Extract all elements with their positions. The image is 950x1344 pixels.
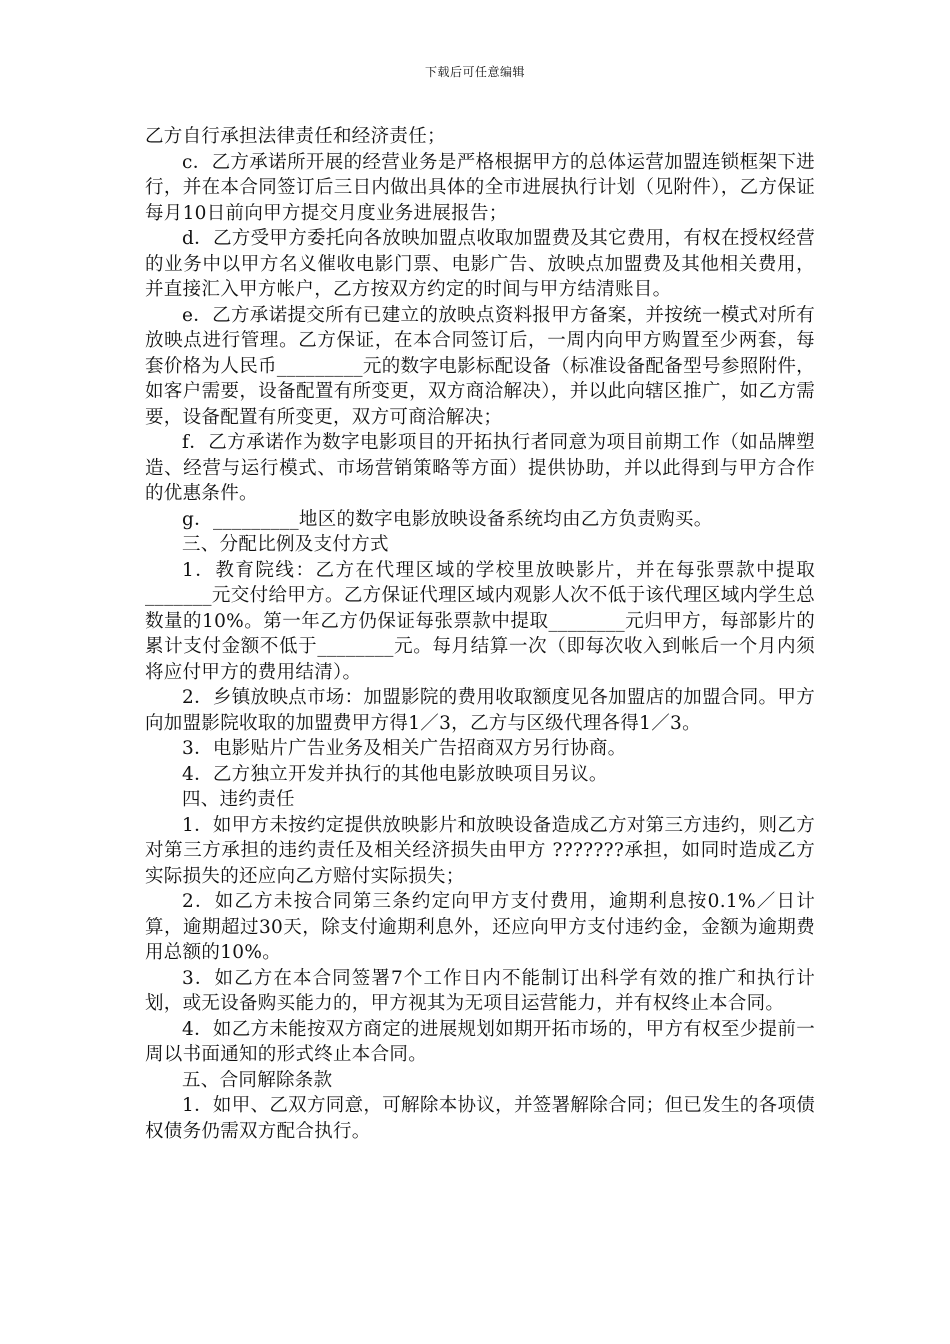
paragraph-c: c．乙方承诺所开展的经营业务是严格根据甲方的总体运营加盟连锁框架下进行，并在本合同签订后三日内做出具体的全市进展执行计划（见附件），乙方保证每月10日前向甲方提交月度业务进展报告； <box>145 151 815 224</box>
page-header: 下载后可任意编辑 <box>424 65 525 79</box>
paragraph-3-2: 2．乡镇放映点市场：加盟影院的费用收取额度见各加盟店的加盟合同。甲方向加盟影院收取的加盟费甲方得1／3，乙方与区级代理各得1／3。 <box>145 687 815 734</box>
paragraph-5-1: 1．如甲、乙双方同意，可解除本协议，并签署解除合同；但已发生的各项债权债务仍需双方配合执行。 <box>145 1095 815 1142</box>
paragraph-3-4: 4．乙方独立开发并执行的其他电影放映项目另议。 <box>182 763 608 785</box>
section-heading-5: 五、合同解除条款 <box>182 1069 333 1091</box>
paragraph-g: g．_________地区的数字电影放映设备系统均由乙方负责购买。 <box>182 508 713 530</box>
paragraph-4-1: 1．如甲方未按约定提供放映影片和放映设备造成乙方对第三方违约，则乙方对第三方承担的违约责任及相关经济损失由甲方 ???????承担，如同时造成乙方实际损失的还应向乙方赔付实际损失； <box>145 814 815 887</box>
paragraph-liability-tail: 乙方自行承担法律责任和经济责任； <box>145 126 446 147</box>
paragraph-f: f．乙方承诺作为数字电影项目的开拓执行者同意为项目前期工作（如品牌塑造、经营与运行模式、市场营销策略等方面）提供协助，并以此得到与甲方合作的优惠条件。 <box>145 432 815 504</box>
section-heading-4: 四、违约责任 <box>182 789 295 810</box>
paragraph-4-3: 3．如乙方在本合同签署7个工作日内不能制订出科学有效的推广和执行计划，或无设备购买能力的，甲方视其为无项目运营能力，并有权终止本合同。 <box>145 967 815 1014</box>
paragraph-3-3: 3．电影贴片广告业务及相关广告招商双方另行协商。 <box>182 738 627 759</box>
paragraph-d: d．乙方受甲方委托向各放映加盟点收取加盟费及其它费用，有权在授权经营的业务中以甲方名义催收电影门票、电影广告、放映点加盟费及其他相关费用，并直接汇入甲方帐户，乙方按双方约定的时间与甲方结清账目。 <box>145 228 815 300</box>
paragraph-4-4: 4．如乙方未能按双方商定的进展规划如期开拓市场的，甲方有权至少提前一周以书面通知的形式终止本合同。 <box>145 1018 815 1065</box>
paragraph-3-1: 1．教育院线：乙方在代理区域的学校里放映影片，并在每张票款中提取_______元交付给甲方。乙方保证代理区域内观影人次不低于该代理区域内学生总数量的10%。第一年乙方仍保证每张票款中提取________元归甲方，每部影片的累计支付金额不低于________元。每月结算一次（即每次收入到帐后一个月内须将应付甲方的费用结清）。 <box>145 559 815 683</box>
section-heading-3: 三、分配比例及支付方式 <box>182 534 389 555</box>
paragraph-e: e．乙方承诺提交所有已建立的放映点资料报甲方备案，并按统一模式对所有放映点进行管理。乙方保证，在本合同签订后，一周内向甲方购置至少两套，每套价格为人民币_________元的数字电影标配设备（标准设备配备型号参照附件，如客户需要，设备配置有所变更，双方商洽解决），并以此向辖区推广，如乙方需要，设备配置有所变更，双方可商洽解决； <box>145 304 815 428</box>
paragraph-4-2: 2．如乙方未按合同第三条约定向甲方支付费用，逾期利息按0.1%／日计算，逾期超过30天，除支付逾期利息外，还应向甲方支付违约金，金额为逾期费用总额的10%。 <box>145 891 815 963</box>
document-body <box>145 124 815 1144</box>
